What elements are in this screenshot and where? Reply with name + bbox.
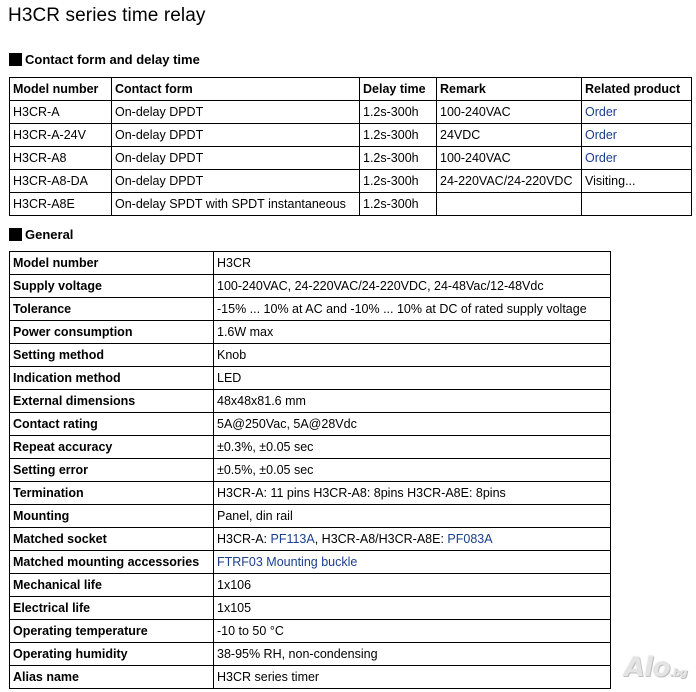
general-table: [9, 251, 611, 689]
spec-label: Power consumption: [10, 321, 214, 344]
cell-related: [582, 124, 692, 147]
heading-square-icon: [9, 53, 22, 66]
spec-value: [214, 528, 611, 551]
cell-contact: On-delay DPDT: [112, 124, 360, 147]
cell-contact: On-delay DPDT: [112, 170, 360, 193]
cell-model: H3CR-A8-DA: [10, 170, 112, 193]
spec-label: Matched socket: [10, 528, 214, 551]
order-link[interactable]: Order: [585, 151, 617, 165]
table-row: [10, 298, 611, 321]
cell-contact: On-delay DPDT: [112, 101, 360, 124]
spec-value: 5A@250Vac, 5A@28Vdc: [214, 413, 611, 436]
cell-model: H3CR-A-24V: [10, 124, 112, 147]
watermark-logo: [624, 652, 687, 683]
table-row: [10, 193, 692, 216]
table-row: [10, 321, 611, 344]
cell-related: Visiting...: [582, 170, 692, 193]
cell-model: H3CR-A: [10, 101, 112, 124]
order-link[interactable]: Order: [585, 105, 617, 119]
spec-label: Mounting: [10, 505, 214, 528]
spec-label: Operating humidity: [10, 643, 214, 666]
spec-value: LED: [214, 367, 611, 390]
cell-remark: 100-240VAC: [437, 101, 582, 124]
cell-related: [582, 101, 692, 124]
page-title: H3CR series time relay: [8, 5, 206, 26]
spec-label: Supply voltage: [10, 275, 214, 298]
spec-value: 48x48x81.6 mm: [214, 390, 611, 413]
column-header: Related product: [582, 78, 692, 101]
table-row: [10, 551, 611, 574]
table-row: [10, 390, 611, 413]
spec-label: Termination: [10, 482, 214, 505]
spec-value: -10 to 50 °C: [214, 620, 611, 643]
spec-label: Setting method: [10, 344, 214, 367]
spec-value: H3CR-A: 11 pins H3CR-A8: 8pins H3CR-A8E: 8pins: [214, 482, 611, 505]
table-row: [10, 574, 611, 597]
spec-value: ±0.3%, ±0.05 sec: [214, 436, 611, 459]
table-row: [10, 367, 611, 390]
table-row: [10, 252, 611, 275]
spec-value: 1.6W max: [214, 321, 611, 344]
cell-remark: 24VDC: [437, 124, 582, 147]
cell-related: [582, 147, 692, 170]
table-row: [10, 643, 611, 666]
general-section-heading: [9, 227, 73, 242]
spec-label: Electrical life: [10, 597, 214, 620]
cell-model: H3CR-A8: [10, 147, 112, 170]
spec-label: Matched mounting accessories: [10, 551, 214, 574]
table-row: [10, 124, 692, 147]
table-row: [10, 505, 611, 528]
cell-delay: 1.2s-300h: [360, 124, 437, 147]
table-row: [10, 597, 611, 620]
spec-text: H3CR-A:: [217, 532, 271, 546]
spec-value: 1x105: [214, 597, 611, 620]
table-row: [10, 344, 611, 367]
spec-value: 1x106: [214, 574, 611, 597]
spec-label: Contact rating: [10, 413, 214, 436]
cell-delay: 1.2s-300h: [360, 101, 437, 124]
spec-label: Model number: [10, 252, 214, 275]
spec-label: Setting error: [10, 459, 214, 482]
contact-table: [9, 77, 692, 216]
cell-remark: 100-240VAC: [437, 147, 582, 170]
contact-section-heading: [9, 52, 200, 67]
spec-label: Repeat accuracy: [10, 436, 214, 459]
cell-remark: 24-220VAC/24-220VDC: [437, 170, 582, 193]
spec-label: Operating temperature: [10, 620, 214, 643]
spec-label: Mechanical life: [10, 574, 214, 597]
cell-delay: 1.2s-300h: [360, 193, 437, 216]
table-row: [10, 528, 611, 551]
column-header: Remark: [437, 78, 582, 101]
spec-label: Tolerance: [10, 298, 214, 321]
spec-label: External dimensions: [10, 390, 214, 413]
contact-section-heading-text: Contact form and delay time: [25, 52, 200, 67]
product-link[interactable]: PF113A: [270, 532, 315, 546]
table-row: [10, 620, 611, 643]
cell-contact: On-delay SPDT with SPDT instantaneous: [112, 193, 360, 216]
cell-remark: [437, 193, 582, 216]
spec-value: Panel, din rail: [214, 505, 611, 528]
table-row: [10, 170, 692, 193]
spec-text: , H3CR-A8/H3CR-A8E:: [314, 532, 448, 546]
heading-square-icon: [9, 228, 22, 241]
table-row: [10, 413, 611, 436]
spec-label: Indication method: [10, 367, 214, 390]
spec-value: ±0.5%, ±0.05 sec: [214, 459, 611, 482]
spec-value: 38-95% RH, non-condensing: [214, 643, 611, 666]
table-row: [10, 666, 611, 689]
cell-contact: On-delay DPDT: [112, 147, 360, 170]
spec-value: [214, 551, 611, 574]
table-row: [10, 275, 611, 298]
general-section-heading-text: General: [25, 227, 74, 242]
table-row: [10, 101, 692, 124]
spec-label: Alias name: [10, 666, 214, 689]
order-link[interactable]: Order: [585, 128, 617, 142]
spec-value: -15% ... 10% at AC and -10% ... 10% at DC of rated supply voltage: [214, 298, 611, 321]
column-header: Contact form: [112, 78, 360, 101]
table-row: [10, 436, 611, 459]
table-row: [10, 459, 611, 482]
cell-related: [582, 193, 692, 216]
contact-table-header: [10, 78, 692, 101]
product-link[interactable]: FTRF03 Mounting buckle: [217, 555, 358, 569]
watermark-text: Alo: [624, 652, 670, 683]
table-row: [10, 147, 692, 170]
spec-value: 100-240VAC, 24-220VAC/24-220VDC, 24-48Vac/12-48Vdc: [214, 275, 611, 298]
table-row: [10, 482, 611, 505]
cell-delay: 1.2s-300h: [360, 147, 437, 170]
watermark-suffix: .bg: [669, 666, 687, 679]
column-header: Model number: [10, 78, 112, 101]
cell-delay: 1.2s-300h: [360, 170, 437, 193]
column-header: Delay time: [360, 78, 437, 101]
spec-value: H3CR series timer: [214, 666, 611, 689]
spec-value: Knob: [214, 344, 611, 367]
product-link[interactable]: PF083A: [447, 532, 493, 546]
cell-model: H3CR-A8E: [10, 193, 112, 216]
spec-value: H3CR: [214, 252, 611, 275]
